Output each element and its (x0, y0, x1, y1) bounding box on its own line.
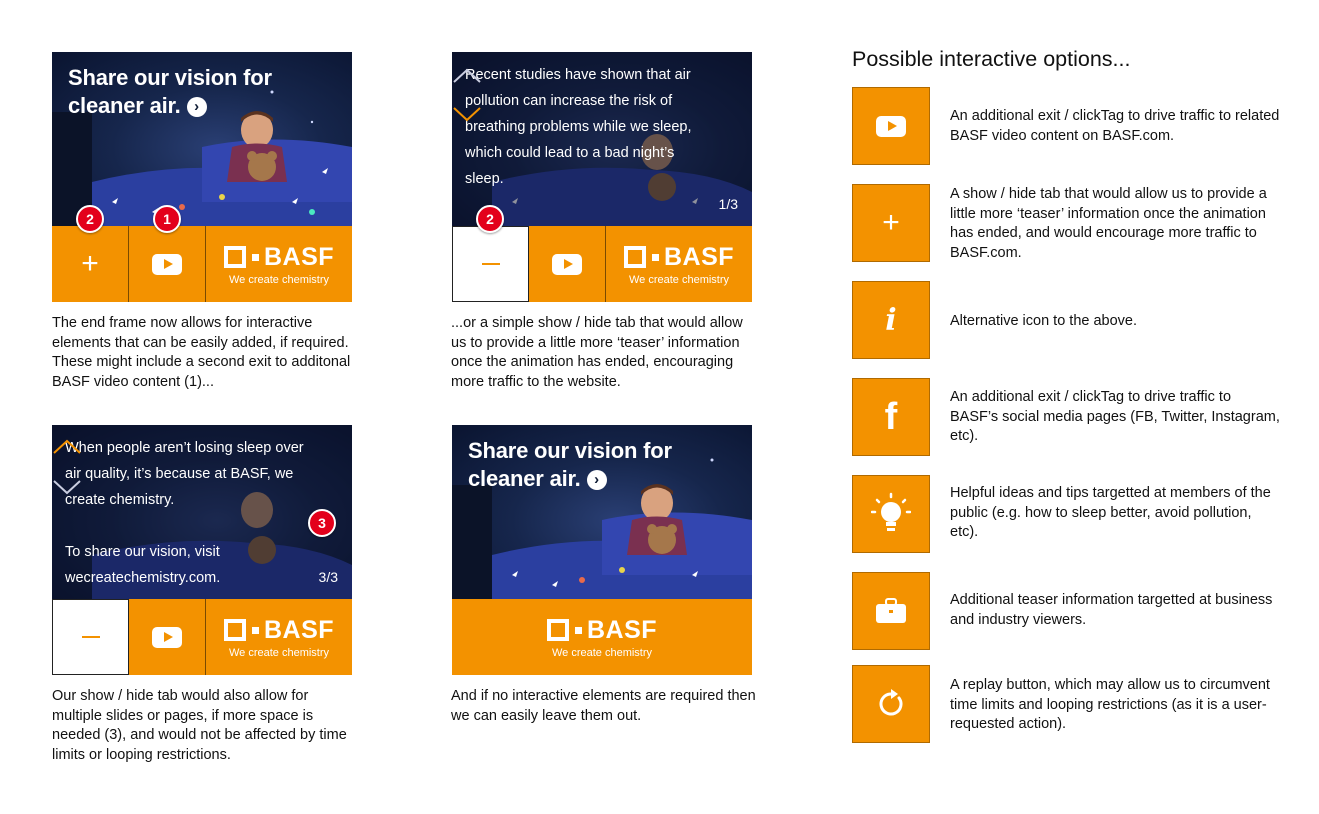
teaser-text: When people aren’t losing sleep over air quality, it’s because at BASF, we create chemistry. To share our vision, visit wecreatechemistry.com. (65, 440, 304, 586)
ad-bottom-bar (52, 599, 352, 675)
option-video-text: An additional exit / clickTag to drive traffic to related BASF video content on BASF.com. (950, 108, 1280, 144)
logo-word: BASF (263, 615, 335, 644)
option-lightbulb-box (852, 475, 930, 553)
logo-tagline: We create chemistry (228, 273, 330, 286)
video-button[interactable] (129, 599, 206, 675)
hide-tab-button[interactable] (52, 599, 129, 675)
video-button[interactable] (529, 226, 606, 302)
ad-bottom-bar (452, 599, 752, 675)
briefcase-icon (875, 598, 907, 624)
caption-end-frame: The end frame now allows for interactive elements that can be easily added, if required. These might include a second exit to additonal BASF video content (1)... (52, 315, 351, 390)
option-facebook-text: An additional exit / clickTag to drive traffic to BASF’s social media pages (FB, Twitter, Instagram, etc). (950, 389, 1280, 444)
option-info-text: Alternative icon to the above. (950, 313, 1138, 329)
logo-word: BASF (263, 242, 335, 271)
caption-teaser: ...or a simple show / hide tab that would allow us to provide a little more ‘teaser’ information once the animation has ended, encouraging more traffic to the website. (451, 315, 743, 390)
chevron-down-icon[interactable] (52, 479, 82, 495)
ad-frame-teaser-slide (452, 52, 752, 302)
plus-icon: + (882, 206, 900, 239)
ad-bottom-bar (52, 226, 352, 302)
chevron-up-icon[interactable] (52, 439, 82, 455)
bedroom-scene (452, 425, 752, 599)
arrow-right-icon[interactable]: › (587, 470, 607, 490)
option-briefcase-box (852, 572, 930, 650)
headline: Share our vision for cleaner air. › (468, 438, 672, 491)
ad-bottom-bar (452, 226, 752, 302)
ad-frame-end-frame (52, 52, 352, 302)
caption-multi-slide: Our show / hide tab would also allow for multiple slides or pages, if more space is needed (3), and would not be affected by time limits or looping restrictions. (52, 688, 347, 763)
chevron-up-icon[interactable] (452, 68, 482, 84)
ad-frame-no-interactive (452, 425, 752, 675)
option-replay-box (852, 665, 930, 743)
minus-icon (482, 263, 500, 265)
bedroom-scene (452, 52, 752, 226)
option-info-box (852, 281, 930, 359)
teaser-text: Recent studies have shown that air pollution can increase the risk of breathing problems while we sleep, which could lead to a bad night’s sleep. (465, 67, 692, 187)
lightbulb-icon (871, 492, 911, 536)
caption-no-interactive: And if no interactive elements are required then we can easily leave them out. (451, 688, 756, 724)
option-video-box (852, 87, 930, 165)
option-briefcase-text: Additional teaser information targetted at business and industry viewers. (950, 592, 1273, 628)
video-play-icon (152, 627, 182, 648)
hide-tab-button[interactable] (452, 226, 529, 302)
headline: Share our vision for cleaner air. › (68, 65, 272, 118)
video-play-icon (552, 254, 582, 275)
option-facebook-box (852, 378, 930, 456)
logo-word: BASF (663, 242, 735, 271)
basf-logo[interactable] (206, 226, 352, 302)
show-tab-button[interactable] (52, 226, 129, 302)
slide-counter: 1/3 (718, 196, 738, 212)
callout-badge-2: 2 (476, 205, 504, 233)
slide-counter: 3/3 (318, 569, 338, 585)
option-lightbulb-text: Helpful ideas and tips targetted at members of the public (e.g. how to sleep better, avoid pollution, etc). (950, 485, 1271, 540)
video-play-icon (152, 254, 182, 275)
ad-frame-multi-slide (52, 425, 352, 675)
logo-tagline: We create chemistry (551, 646, 653, 659)
logo-tagline: We create chemistry (628, 273, 730, 286)
replay-icon (875, 688, 907, 720)
basf-logo[interactable] (452, 599, 752, 675)
callout-badge-1: 1 (153, 205, 181, 233)
callout-badge-3: 3 (308, 509, 336, 537)
logo-word: BASF (586, 615, 658, 644)
info-icon: i (885, 302, 897, 338)
arrow-right-icon[interactable]: › (187, 97, 207, 117)
basf-logo[interactable] (606, 226, 752, 302)
option-plus-box (852, 184, 930, 262)
bedroom-scene (52, 52, 352, 226)
minus-icon (82, 636, 100, 638)
plus-icon: + (81, 247, 99, 280)
basf-logo[interactable] (206, 599, 352, 675)
option-replay-text: A replay button, which may allow us to circumvent time limits and looping restrictions (as it is a user-requested action). (950, 677, 1270, 732)
callout-badge-2: 2 (76, 205, 104, 233)
options-title: Possible interactive options... (852, 47, 1131, 71)
video-play-icon (876, 116, 906, 137)
option-plus-text: A show / hide tab that would allow us to provide a little more ‘teaser’ information once the animation has ended, and would encourage more traffic to BASF.com. (950, 186, 1267, 261)
chevron-down-icon[interactable] (452, 106, 482, 122)
logo-tagline: We create chemistry (228, 646, 330, 659)
video-button[interactable] (129, 226, 206, 302)
bedroom-scene (52, 425, 352, 599)
facebook-icon: f (884, 395, 898, 438)
